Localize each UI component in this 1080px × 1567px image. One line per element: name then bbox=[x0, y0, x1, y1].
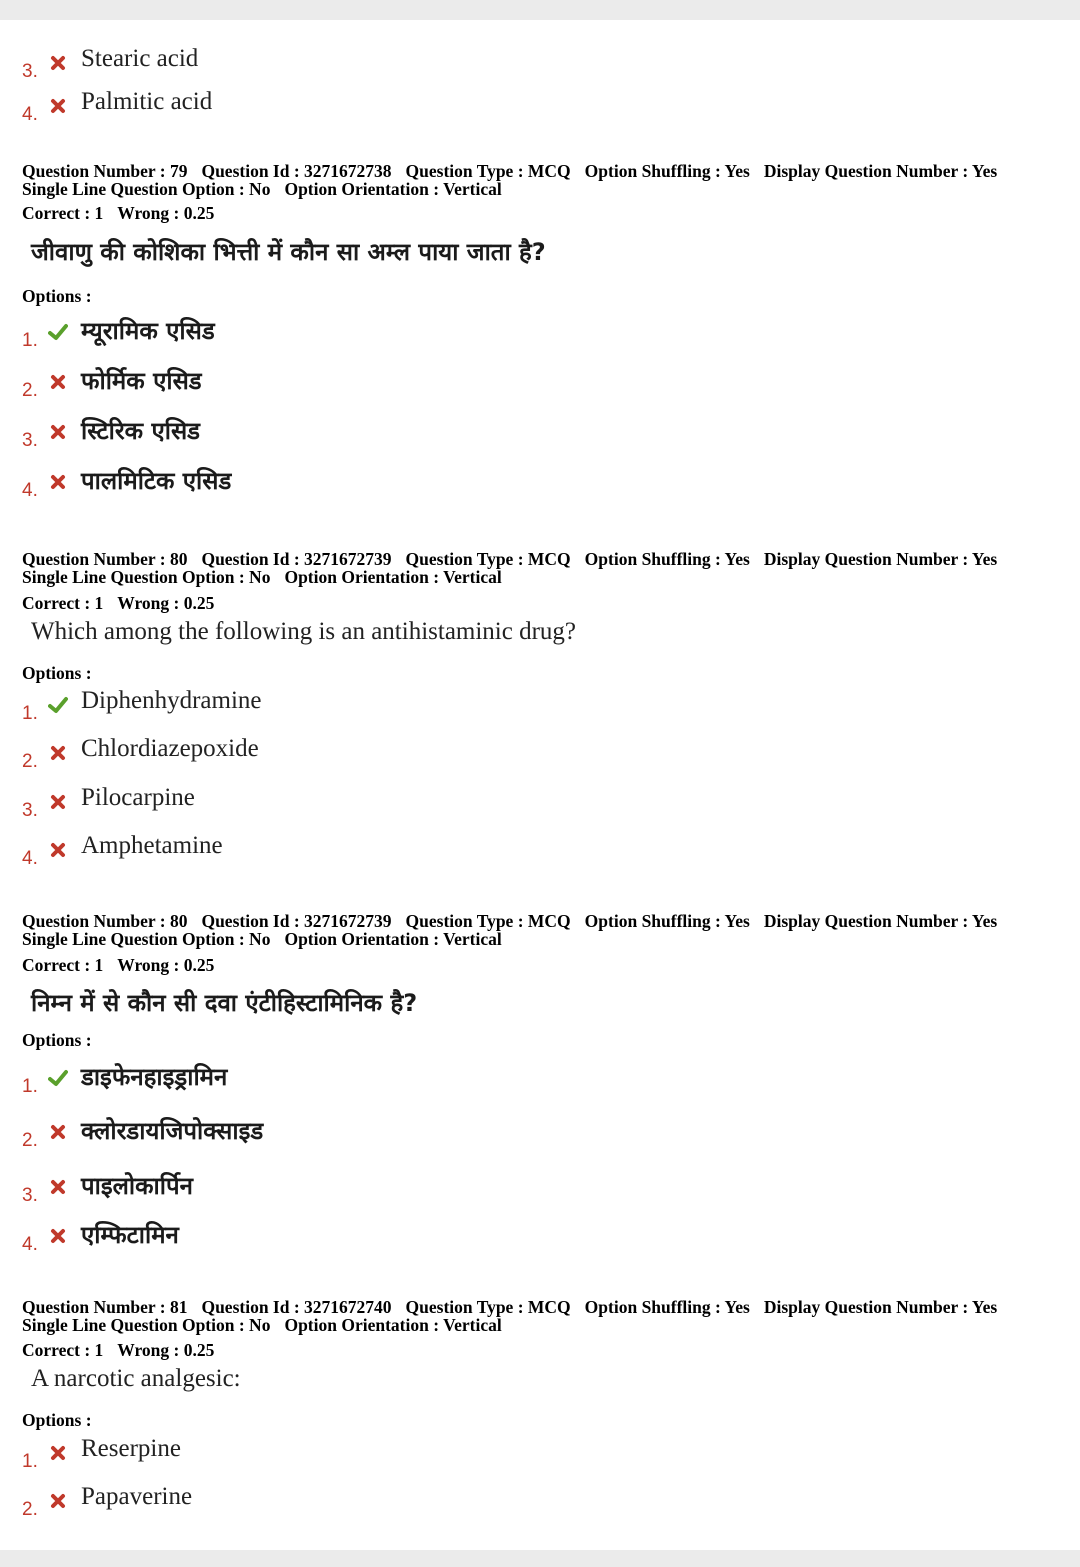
cross-icon bbox=[48, 1122, 68, 1142]
marking-scheme: Correct : 1 Wrong : 0.25 bbox=[22, 955, 215, 975]
option-item bbox=[22, 1060, 922, 1100]
cross-icon bbox=[48, 1443, 68, 1463]
question-meta: Question Number : 80 Question Id : 3271672739 Question Type : MCQ Option Shuffling : Yes Display Question Number : Yes Single Line Question Option : No Option Orientation : Vertical bbox=[22, 549, 998, 587]
question-meta: Question Number : 79 Question Id : 3271672738 Question Type : MCQ Option Shuffling : Yes Display Question Number : Yes Single Line Question Option : No Option Orientation : Vertical bbox=[22, 161, 998, 199]
option-number: 1. bbox=[22, 1451, 38, 1472]
option-number: 1. bbox=[22, 1076, 38, 1097]
option-number: 4. bbox=[22, 848, 38, 869]
option-item bbox=[22, 1169, 922, 1209]
option-text: क्लोरडायजिपोक्साइड bbox=[81, 1117, 264, 1145]
option-number: 4. bbox=[22, 480, 38, 501]
option-number: 3. bbox=[22, 61, 38, 82]
question-text: निम्न में से कौन सी दवा एंटीहिस्टामिनिक है? bbox=[31, 989, 418, 1017]
option-text: एम्फिटामिन bbox=[81, 1221, 179, 1249]
cross-icon bbox=[48, 472, 68, 492]
option-number: 2. bbox=[22, 751, 38, 772]
option-number: 3. bbox=[22, 800, 38, 821]
question-meta: Question Number : 80 Question Id : 3271672739 Question Type : MCQ Option Shuffling : Yes Display Question Number : Yes Single Line Question Option : No Option Orientation : Vertical bbox=[22, 911, 998, 949]
option-number: 3. bbox=[22, 430, 38, 451]
option-item bbox=[22, 1435, 922, 1475]
option-item bbox=[22, 464, 922, 504]
option-item bbox=[22, 414, 922, 454]
option-text: Diphenhydramine bbox=[81, 687, 262, 714]
option-item bbox=[22, 314, 922, 354]
option-text: पालमिटिक एसिड bbox=[81, 467, 232, 495]
option-text: Stearic acid bbox=[81, 45, 199, 72]
option-text: फोर्मिक एसिड bbox=[81, 367, 202, 395]
cross-icon bbox=[48, 1491, 68, 1511]
option-item bbox=[22, 45, 922, 85]
option-text: Papaverine bbox=[81, 1483, 193, 1510]
option-text: स्टिरिक एसिड bbox=[81, 417, 201, 445]
option-item bbox=[22, 687, 922, 727]
option-item bbox=[22, 88, 922, 128]
option-number: 1. bbox=[22, 703, 38, 724]
marking-scheme: Correct : 1 Wrong : 0.25 bbox=[22, 203, 215, 223]
cross-icon bbox=[48, 743, 68, 763]
question-text: जीवाणु की कोशिका भित्ती में कौन सा अम्ल पाया जाता है? bbox=[31, 238, 546, 266]
marking-scheme: Correct : 1 Wrong : 0.25 bbox=[22, 593, 215, 613]
option-number: 1. bbox=[22, 330, 38, 351]
option-text: डाइफेनहाइड्रामिन bbox=[81, 1063, 228, 1091]
option-text: पाइलोकार्पिन bbox=[81, 1172, 193, 1200]
option-number: 2. bbox=[22, 1499, 38, 1520]
options-label: Options : bbox=[22, 1030, 92, 1050]
cross-icon bbox=[48, 792, 68, 812]
option-number: 3. bbox=[22, 1185, 38, 1206]
cross-icon bbox=[48, 1226, 68, 1246]
cross-icon bbox=[48, 53, 68, 73]
option-text: Pilocarpine bbox=[81, 784, 195, 811]
question-meta: Question Number : 81 Question Id : 3271672740 Question Type : MCQ Option Shuffling : Yes Display Question Number : Yes Single Line Question Option : No Option Orientation : Vertical bbox=[22, 1297, 998, 1335]
check-icon bbox=[48, 1068, 68, 1088]
option-item bbox=[22, 1114, 922, 1154]
option-item bbox=[22, 1483, 922, 1523]
option-text: Palmitic acid bbox=[81, 88, 213, 115]
option-number: 4. bbox=[22, 104, 38, 125]
options-label: Options : bbox=[22, 663, 92, 683]
cross-icon bbox=[48, 1177, 68, 1197]
option-item bbox=[22, 735, 922, 775]
option-text: म्यूरामिक एसिड bbox=[81, 317, 215, 345]
option-text: Amphetamine bbox=[81, 832, 223, 859]
option-number: 2. bbox=[22, 1130, 38, 1151]
question-text: A narcotic analgesic: bbox=[31, 1365, 241, 1392]
options-label: Options : bbox=[22, 286, 92, 306]
cross-icon bbox=[48, 422, 68, 442]
cross-icon bbox=[48, 840, 68, 860]
cross-icon bbox=[48, 372, 68, 392]
option-item bbox=[22, 364, 922, 404]
option-text: Chlordiazepoxide bbox=[81, 735, 259, 762]
marking-scheme: Correct : 1 Wrong : 0.25 bbox=[22, 1340, 215, 1360]
check-icon bbox=[48, 322, 68, 342]
option-item bbox=[22, 832, 922, 872]
options-label: Options : bbox=[22, 1410, 92, 1430]
document-page bbox=[0, 20, 1080, 1550]
check-icon bbox=[48, 695, 68, 715]
option-number: 2. bbox=[22, 380, 38, 401]
option-text: Reserpine bbox=[81, 1435, 181, 1462]
cross-icon bbox=[48, 96, 68, 116]
question-text: Which among the following is an antihistaminic drug? bbox=[31, 618, 577, 645]
option-item bbox=[22, 784, 922, 824]
option-number: 4. bbox=[22, 1234, 38, 1255]
option-item bbox=[22, 1218, 922, 1258]
